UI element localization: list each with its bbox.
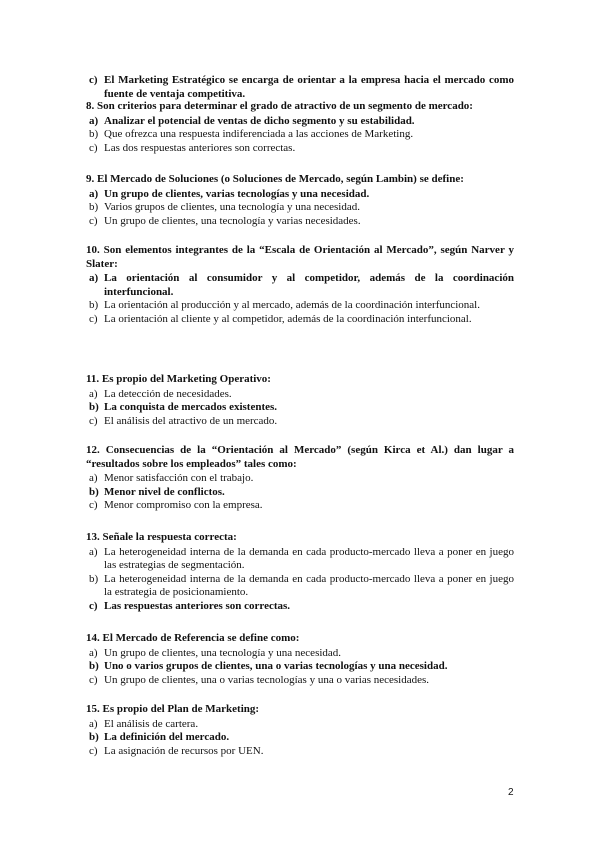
answer-option [86,499,514,513]
option-letter: a) [89,717,98,730]
answer-option [86,600,514,614]
answer-option [86,472,514,486]
question-block [86,244,514,327]
option-text: Un grupo de clientes, una o varias tecnologías y una o varias necesidades. [104,673,430,686]
answer-option [86,142,514,156]
answer-option [86,573,514,600]
option-text: La heterogeneidad interna de la demanda en cada producto-mercado lleva a poner en juego las estrategias de segmentación. [104,545,514,572]
page-number: 2 [508,787,514,798]
option-text: Un grupo de clientes, varias tecnologías y una necesidad. [104,187,370,200]
answer-option [86,272,514,299]
answer-option [86,128,514,142]
option-letter: b) [89,572,99,585]
option-letter: c) [89,74,98,86]
option-text: Analizar el potencial de ventas de dicho segmento y su estabilidad. [104,114,415,127]
option-letter: a) [89,646,98,659]
question-title: 14. El Mercado de Referencia se define como: [86,632,300,644]
answer-option [86,299,514,313]
answer-option [86,674,514,688]
question-block [86,100,514,155]
option-letter: a) [89,187,99,200]
question-block [86,444,514,513]
question-title: 11. Es propio del Marketing Operativo: [86,373,271,385]
answer-option [86,215,514,229]
answer-option [86,313,514,327]
question-title: 15. Es propio del Plan de Marketing: [86,703,260,715]
option-letter: b) [89,660,99,673]
answer-option [86,546,514,573]
answer-option [86,647,514,661]
answer-option [86,188,514,202]
option-text: Menor compromiso con la empresa. [104,499,263,512]
option-letter: b) [89,128,99,141]
answer-option [86,745,514,759]
option-letter: c) [89,744,98,757]
answer-option [86,718,514,732]
answer-option [86,660,514,674]
answer-option [86,415,514,429]
answer-option [86,731,514,745]
question-block [86,373,514,428]
option-text: Las dos respuestas anteriores son correctas. [104,141,296,154]
option-letter: a) [89,545,98,558]
answer-option [86,388,514,402]
question-block [86,703,514,758]
option-text: La conquista de mercados existentes. [104,401,278,414]
option-letter: c) [89,214,98,227]
answer-option [86,201,514,215]
option-text: El análisis del atractivo de un mercado. [104,414,278,427]
option-letter: c) [89,673,98,686]
question-title: 8. Son criterios para determinar el grado de atractivo de un segmento de mercado: [86,100,473,112]
option-text: La asignación de recursos por UEN. [104,744,264,757]
question-title: 10. Son elementos integrantes de la “Escala de Orientación al Mercado”, según Narver y Slater: [86,244,514,270]
option-text: El análisis de cartera. [104,717,199,730]
question-title: 9. El Mercado de Soluciones (o Soluciones de Mercado, según Lambin) se define: [86,173,464,185]
question-title: 12. Consecuencias de la “Orientación al Mercado” (según Kirca et Al.) dan lugar a “resultados sobre los empleados” tales como: [86,444,514,470]
option-letter: a) [89,114,99,127]
option-text: Menor satisfacción con el trabajo. [104,472,254,485]
option-letter: b) [89,485,99,498]
option-text: Las respuestas anteriores son correctas. [104,599,291,612]
option-letter: b) [89,299,99,312]
option-text: Varios grupos de clientes, una tecnología y una necesidad. [104,201,360,214]
question-block [86,632,514,687]
answer-option [86,401,514,415]
option-letter: b) [89,731,99,744]
option-letter: c) [89,499,98,512]
option-text: Un grupo de clientes, una tecnología y una necesidad. [104,646,342,659]
option-letter: c) [89,599,98,612]
option-text: El Marketing Estratégico se encarga de orientar a la empresa hacia el mercado como fuente de ventaja competitiva. [104,74,514,100]
option-letter: a) [89,472,98,485]
answer-option [86,115,514,129]
option-letter: a) [89,387,98,400]
option-text: La orientación al producción y al mercado, además de la coordinación interfuncional. [104,299,480,312]
question-block [86,531,514,614]
question-block [86,74,514,101]
option-text: Un grupo de clientes, una tecnología y varias necesidades. [104,214,361,227]
option-text: La heterogeneidad interna de la demanda en cada producto-mercado lleva a poner en juego la estrategia de posicionamiento. [104,572,514,599]
option-letter: b) [89,201,99,214]
option-text: La definición del mercado. [104,731,230,744]
option-letter: a) [89,272,99,285]
answer-option [86,74,514,101]
option-text: La orientación al cliente y al competidor, además de la coordinación interfuncional. [104,312,472,325]
question-title: 13. Señale la respuesta correcta: [86,531,237,543]
option-letter: c) [89,312,98,325]
option-letter: c) [89,414,98,427]
option-text: Menor nivel de conflictos. [104,485,225,498]
option-text: Que ofrezca una respuesta indiferenciada a las acciones de Marketing. [104,128,414,141]
option-text: La detección de necesidades. [104,387,232,400]
question-block [86,173,514,228]
option-text: La orientación al consumidor y al competidor, además de la coordinación interfuncional. [104,272,514,298]
answer-option [86,486,514,500]
option-letter: c) [89,141,98,154]
option-text: Uno o varios grupos de clientes, una o varias tecnologías y una necesidad. [104,660,448,673]
option-letter: b) [89,401,99,414]
